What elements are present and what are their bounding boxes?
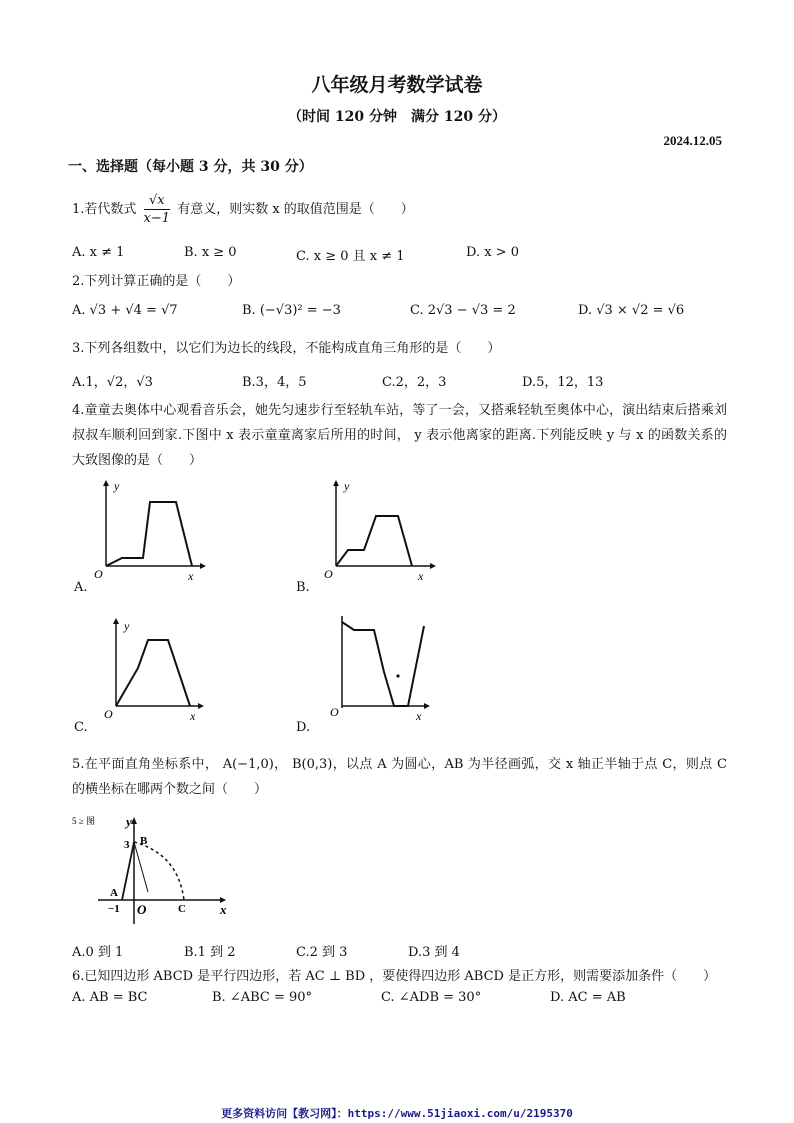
graph-c-origin: O — [104, 707, 113, 721]
q3-option-c: C.2，2，3 — [382, 375, 447, 390]
q1-option-b: B. x ≥ 0 — [184, 245, 237, 260]
q6-option-d: D. AC = AB — [550, 990, 626, 1005]
q5-c-label: C — [178, 903, 186, 915]
q1-fraction-numerator: √x — [144, 193, 171, 210]
q4-graph-d — [324, 612, 436, 722]
q6-option-b: B. ∠ABC = 90° — [212, 990, 313, 1005]
q2-option-b: B. (−√3)² = −3 — [242, 303, 341, 318]
q5-option-b: B.1 到 2 — [184, 945, 236, 960]
graph-c-x-label: x — [190, 709, 196, 721]
q4-graph-c — [98, 616, 218, 721]
q4-label-b: B. — [296, 580, 310, 595]
q2-option-c: C. 2√3 − √3 = 2 — [410, 303, 516, 318]
q4-label-d: D. — [296, 720, 311, 735]
q5-neg1-label: −1 — [108, 903, 120, 915]
graph-a-x-label: x — [188, 569, 194, 583]
q5-option-d: D.3 到 4 — [408, 945, 460, 960]
q5-option-c: C.2 到 3 — [296, 945, 348, 960]
q4-graph-b — [318, 478, 438, 583]
q3-option-b: B.3，4，5 — [242, 375, 307, 390]
exam-title: 八年级月考数学试卷 — [311, 74, 483, 96]
graph-b-origin: O — [324, 567, 333, 581]
q3-option-d: D.5，12，13 — [522, 375, 604, 390]
section-heading: 一、选择题（每小题 3 分，共 30 分） — [68, 159, 313, 175]
q1-option-c: C. x ≥ 0 且 x ≠ 1 — [296, 249, 405, 264]
q1-option-d: D. x > 0 — [466, 245, 519, 260]
q5-3-label: 3 — [124, 839, 130, 851]
q5-o-label: O — [137, 902, 147, 917]
q6-option-a: A. AB = BC — [72, 990, 148, 1005]
q1-stem-before: 1.若代数式 — [72, 202, 137, 217]
graph-c-y-label: y — [124, 619, 130, 633]
q2-option-d: D. √3 × √2 = √6 — [578, 303, 685, 318]
q5-x-label: x — [220, 902, 227, 917]
q1-option-a: A. x ≠ 1 — [72, 245, 125, 260]
graph-d-x-label: x — [416, 709, 422, 722]
exam-date: 2024.12.05 — [663, 133, 722, 148]
question-1-stem — [72, 193, 414, 226]
question-4-stem: 4.童童去奥体中心观看音乐会，她先匀速步行至轻轨车站，等了一会，又搭乘轻轨至奥体中心，演出结束后搭乘刘叔叔车顺利回到家.下图中 x 表示童童离家后所用的时间， y 表示他离家的距离.下列能反映 y 与 x 的函数关系的大致图像的是（ ） — [72, 403, 727, 468]
q5-option-a: A.0 到 1 — [72, 945, 124, 960]
question-2-stem: 2.下列计算正确的是（ ） — [72, 274, 241, 289]
q5-y-label: y — [126, 814, 132, 829]
graph-b-y-label: y — [344, 479, 350, 493]
q5-a-label: A — [110, 887, 118, 899]
graph-a-origin: O — [94, 567, 103, 581]
q1-stem-after: 有意义，则实数 x 的取值范围是（ ） — [177, 202, 414, 217]
q5-figure — [70, 812, 235, 932]
question-3-stem: 3.下列各组数中，以它们为边长的线段，不能构成直角三角形的是（ ） — [72, 341, 501, 356]
graph-b-x-label: x — [418, 569, 424, 583]
graph-d-origin: O — [330, 705, 339, 719]
q2-option-a: A. √3 + √4 = √7 — [72, 303, 178, 318]
q5-b-label: B — [140, 835, 148, 847]
footer-link[interactable]: 更多资料访问【教习网】：https://www.51jiaoxi.com/u/2195370 — [221, 1107, 573, 1120]
q4-graph-a — [88, 478, 208, 583]
question-5-stem: 5.在平面直角坐标系中， A(−1,0)， B(0,3)，以点 A 为圆心，AB 为半径画弧，交 x 轴正半轴于点 C，则点 C 的横坐标在哪两个数之间（ ） — [72, 757, 727, 797]
exam-subtitle: （时间 120 分钟 满分 120 分） — [288, 109, 506, 125]
q4-label-a: A. — [74, 580, 88, 595]
q3-option-a: A.1，√2，√3 — [72, 375, 153, 390]
q1-fraction — [144, 193, 171, 226]
q6-option-c: C. ∠ADB = 30° — [381, 990, 482, 1005]
graph-a-y-label: y — [114, 479, 120, 493]
q5-corner-text: 5 ≥ 图 — [72, 816, 95, 826]
question-6-stem: 6.已知四边形 ABCD 是平行四边形，若 AC ⊥ BD ，要使得四边形 ABCD 是正方形，则需要添加条件（ ） — [72, 969, 717, 984]
q1-fraction-denominator: x−1 — [143, 211, 171, 226]
q4-label-c: C. — [74, 720, 88, 735]
